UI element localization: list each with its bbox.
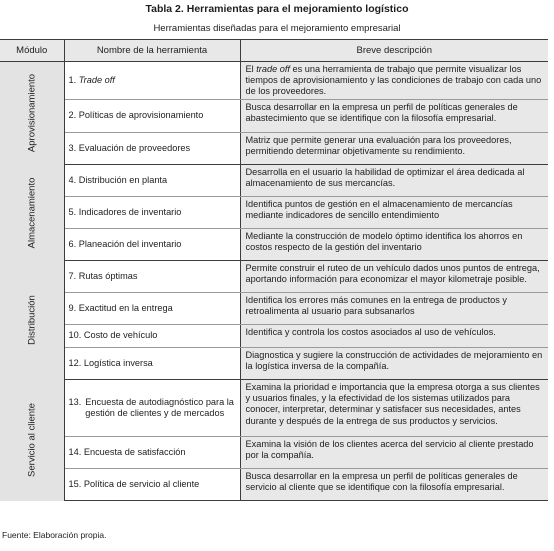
table-row [0,293,548,325]
module-cell-distribucion [0,261,64,380]
module-label: Distribución [26,295,38,345]
tool-number: 6. [68,238,77,249]
tool-name: Rutas óptimas [78,270,138,281]
tool-number: 3. [68,142,77,153]
tool-description: Examina la prioridad e importancia que la empresa otorga a sus clientes y usuarios finales, y la efectividad de los sistemas utilizados para conocer, interpretar, determinar y satisfacer sus necesidades, antes durante y después de la entrega de sus productos y servicios. [240,380,548,437]
tool-name: Exactitud en la entrega [78,302,173,313]
tool-description: Identifica los errores más comunes en la entrega de productos y retroalimenta al usuario para subsanarlos [240,293,548,325]
tool-name-cell [64,100,240,133]
tool-name: Distribución en planta [78,174,168,185]
tool-name: Logística inversa [83,357,153,368]
tool-number: 7. [68,270,77,281]
header-row [0,40,548,62]
tool-description: Matriz que permite generar una evaluación para los proveedores, permitiendo determinar objetivamente su rendimiento. [240,133,548,165]
tool-number: 1. [68,74,77,85]
column-header-description: Breve descripción [240,40,548,62]
tool-name-cell [64,437,240,469]
tool-number: 12. [68,357,82,368]
tool-description-italic: trade off [256,64,290,74]
tool-number: 4. [68,174,77,185]
tool-description: Diagnostica y sugiere la construcción de actividades de mejoramiento en la logística inversa de la compañía. [240,348,548,380]
tool-name: Encuesta de autodiagnóstico para la gestión de clientes y de mercados [85,396,234,418]
tool-number: 14. [68,446,82,457]
module-cell-almacenamiento [0,165,64,261]
tool-description: Desarrolla en el usuario la habilidad de optimizar el área dedicada al almacenamiento de sus mercancías. [240,165,548,197]
tool-name-cell [64,261,240,293]
tool-name-cell [64,197,240,229]
tool-description-prefix: El [245,64,257,74]
module-cell-aprovisionamiento [0,62,64,165]
tool-description: Examina la visión de los clientes acerca del servicio al cliente prestado por la compañía. [240,437,548,469]
tool-description: Mediante la construcción de modelo óptimo identifica los ahorros en costos respecto de la gestión del inventario [240,229,548,261]
table-row [0,133,548,165]
tool-name: Trade off [78,74,115,85]
table-row [0,197,548,229]
tool-name: Encuesta de satisfacción [83,446,186,457]
table-row [0,348,548,380]
tool-name: Políticas de aprovisionamiento [78,110,204,121]
module-cell-servicio-al-cliente [0,380,64,501]
tool-name-cell [64,380,240,437]
tool-number: 5. [68,206,77,217]
table-subtitle: Herramientas diseñadas para el mejoramiento empresarial [153,23,401,34]
tool-name-cell [64,229,240,261]
tool-name-cell [64,165,240,197]
tool-name: Costo de vehículo [83,330,158,341]
table-title: Tabla 2. Herramientas para el mejoramiento logístico [145,3,409,15]
tool-description [240,62,548,100]
table-row [0,165,548,197]
tool-description: Busca desarrollar en la empresa un perfil de políticas generales de abastecimiento que se identifique con la filosofía empresarial. [240,100,548,133]
table-row [0,229,548,261]
tool-name-cell [64,348,240,380]
module-label: Almacenamiento [26,177,38,248]
tool-number: 15. [68,478,82,489]
tool-description: Permite construir el ruteo de un vehículo dados unos puntos de entrega, aportando información para economizar el mayor kilometraje posible. [240,261,548,293]
table-row [0,100,548,133]
table-row [0,437,548,469]
tool-name: Indicadores de inventario [78,206,182,217]
tool-name: Evaluación de proveedores [78,142,191,153]
column-header-name: Nombre de la herramienta [64,40,240,62]
tool-number: 9. [68,302,77,313]
tool-description: Busca desarrollar en la empresa un perfil de políticas generales de servicio al cliente que se identifique con la filosofía empresarial. [240,469,548,501]
column-header-module: Módulo [0,40,64,62]
tool-name: Política de servicio al cliente [83,478,200,489]
tool-description-text: es una herramienta de trabajo que permite visualizar los tiempos de aprovisionamiento y las condiciones de trabajo con cada uno de los proveedores. [245,64,542,97]
tool-name-cell [64,293,240,325]
table-row [0,469,548,501]
module-label: Aprovisionamiento [26,74,38,153]
tool-number: 13. [68,396,82,407]
tool-description: Identifica y controla los costos asociados al uso de vehículos. [240,325,548,348]
tool-name-cell [64,325,240,348]
table-row [0,62,548,100]
tool-name-cell [64,469,240,501]
module-label: Servicio al cliente [26,403,38,477]
tool-name: Planeación del inventario [78,238,182,249]
tool-number: 2. [68,110,77,121]
tool-name-cell [64,62,240,100]
table-row [0,325,548,348]
table-row [0,380,548,437]
tool-number: 10. [68,330,82,341]
tool-name-cell [64,133,240,165]
source-note: Fuente: Elaboración propia. [2,530,107,540]
table-row [0,261,548,293]
tool-description: Identifica puntos de gestión en el almacenamiento de mercancías mediante indicadores de sencillo entendimiento [240,197,548,229]
tools-table [0,39,548,501]
